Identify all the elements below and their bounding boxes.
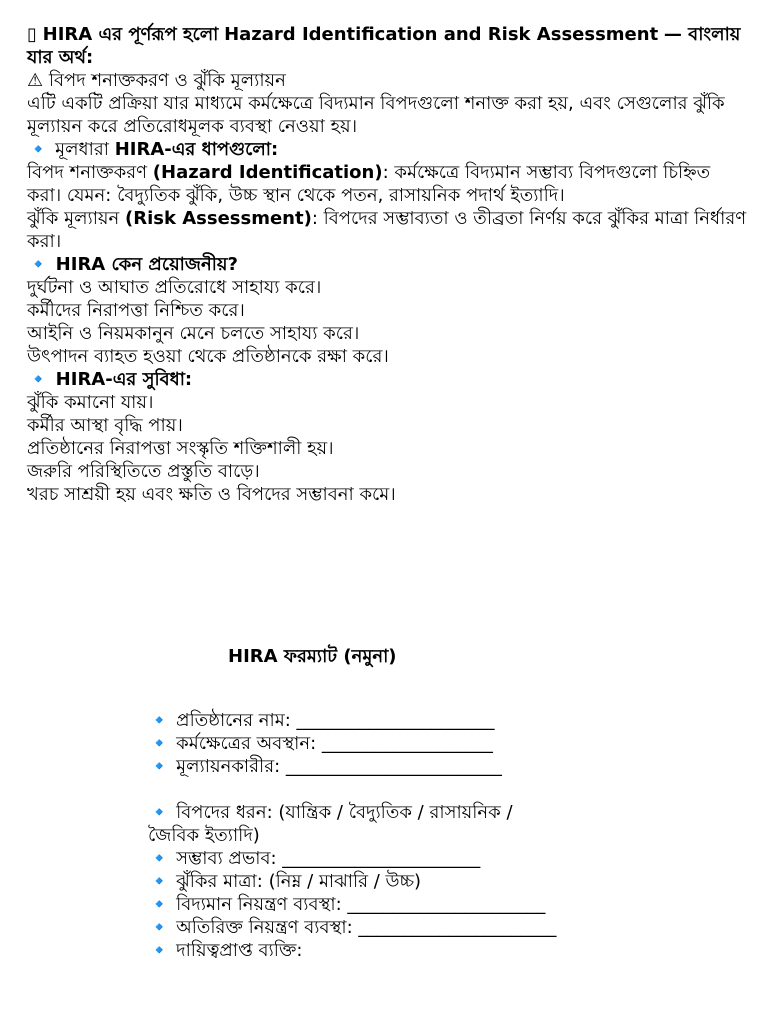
benefit-item: ঝুঁকি কমানো যায়। xyxy=(27,392,154,413)
benefits-heading: 🔹 HIRA-এর সুবিধা: xyxy=(27,369,193,390)
components-heading-prefix: 🔹 মূলধারা xyxy=(27,139,109,160)
form-gap xyxy=(148,778,568,801)
why-item: আইনি ও নিয়মকানুন মেনে চলতে সাহায্য করে। xyxy=(27,323,360,344)
hazard-identification xyxy=(27,161,747,207)
intro-meaning xyxy=(27,69,747,92)
form-field-responsible-person: 🔹 দায়িত্বপ্রাপ্ত ব্যক্তি: xyxy=(148,940,303,961)
benefit-item: প্রতিষ্ঠানের নিরাপত্তা সংস্কৃতি শক্তিশালী হয়। xyxy=(27,438,334,459)
intro-title-tail: — বাংলায় যার অর্থ: xyxy=(27,24,741,68)
hira-form xyxy=(148,709,568,962)
form-field-assessor: 🔹 মূল্যায়নকারীর: ________________________ xyxy=(148,756,502,777)
why-item: দুর্ঘটনা ও আঘাত প্রতিরোধে সাহায্য করে। xyxy=(27,277,322,298)
form-field-organization: 🔹 প্রতিষ্ঠানের নাম: ______________________ xyxy=(148,710,495,731)
benefit-item: খরচ সাশ্রয়ী হয় এবং ক্ষতি ও বিপদের সম্ভাবনা কমে। xyxy=(27,484,396,505)
benefit-item: কর্মীর আস্থা বৃদ্ধি পায়। xyxy=(27,415,183,436)
document-body xyxy=(27,23,747,506)
intro-meaning-text: বিপদ শনাক্তকরণ ও ঝুঁকি মূল্যায়ন xyxy=(48,70,286,91)
warning-icon: ⚠ xyxy=(27,70,44,91)
intro-description: এটি একটি প্রক্রিয়া যার মাধ্যমে কর্মক্ষেত্রে বিদ্যমান বিপদগুলো শনাক্ত করা হয়, এবং সেগুলোর ঝুঁকি মূল্যায়ন করে প্রতিরোধমূলক ব্যবস্থা নেওয়া হয়। xyxy=(27,93,725,137)
components-heading xyxy=(27,138,747,161)
benefit-item: জরুরি পরিস্থিতিতে প্রস্তুতি বাড়ে। xyxy=(27,461,260,482)
risk-assessment xyxy=(27,207,747,253)
risk-text: : বিপদের সম্ভাব্যতা ও তীব্রতা নির্ণয় করে ঝুঁকির মাত্রা নির্ধারণ করা। xyxy=(27,208,747,252)
intro-title-english: Hazard Identification and Risk Assessment xyxy=(224,24,659,45)
form-field-additional-controls: 🔹 অতিরিক্ত নিয়ন্ত্রণ ব্যবস্থা: ______________________ xyxy=(148,917,557,938)
components-heading-bold: HIRA-এর ধাপগুলো: xyxy=(114,139,279,160)
risk-label: ঝুঁকি মূল্যায়ন xyxy=(27,208,120,229)
form-field-location: 🔹 কর্মক্ষেত্রের অবস্থান: ___________________ xyxy=(148,733,493,754)
risk-label-en: (Risk Assessment) xyxy=(125,208,312,229)
hazard-text: : কর্মক্ষেত্রে বিদ্যমান সম্ভাব্য বিপদগুলো চিহ্নিত করা। যেমন: বৈদ্যুতিক ঝুঁকি, উচ্চ স্থান থেকে পতন, রাসায়নিক পদার্থ ইত্যাদি। xyxy=(27,162,711,206)
form-field-risk-level: 🔹 ঝুঁকির মাত্রা: (নিম্ন / মাঝারি / উচ্চ) xyxy=(148,871,422,892)
intro-title-bengali: HIRA এর পূর্ণরূপ হলো xyxy=(42,24,219,45)
form-field-hazard-type: 🔹 বিপদের ধরন: (যান্ত্রিক / বৈদ্যুতিক / রাসায়নিক / জৈবিক ইত্যাদি) xyxy=(148,802,513,846)
why-item: উৎপাদন ব্যাহত হওয়া থেকে প্রতিষ্ঠানকে রক্ষা করে। xyxy=(27,346,389,367)
hazard-label: বিপদ শনাক্তকরণ xyxy=(27,162,148,183)
form-field-existing-controls: 🔹 বিদ্যমান নিয়ন্ত্রণ ব্যবস্থা: ______________________ xyxy=(148,894,546,915)
pin-icon: ▯ xyxy=(27,24,37,45)
intro-title xyxy=(27,23,747,69)
why-item: কর্মীদের নিরাপত্তা নিশ্চিত করে। xyxy=(27,300,245,321)
hazard-label-en: (Hazard Identification) xyxy=(152,162,383,183)
form-title: HIRA ফরম্যাট (নমুনা) xyxy=(228,646,397,667)
why-heading: 🔹 HIRA কেন প্রয়োজনীয়? xyxy=(27,254,238,275)
form-field-impact: 🔹 সম্ভাব্য প্রভাব: ______________________ xyxy=(148,848,481,869)
